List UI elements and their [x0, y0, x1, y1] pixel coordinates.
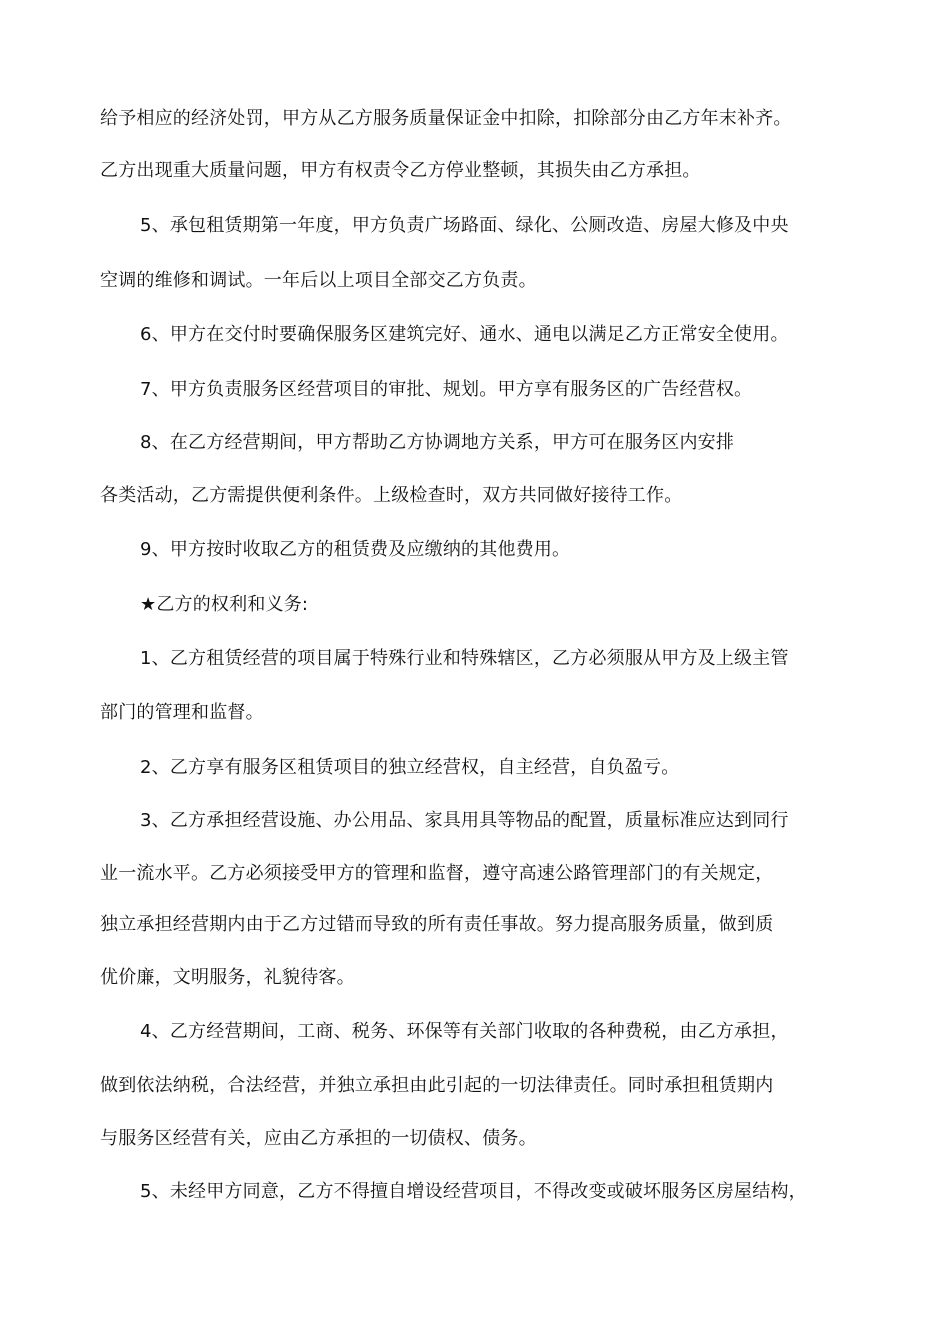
- text-line-1: 给予相应的经济处罚，甲方从乙方服务质量保证金中扣除，扣除部分由乙方年末补齐。: [100, 108, 792, 129]
- text-line-21: 5、未经甲方同意，乙方不得擅自增设经营项目，不得改变或破坏服务区房屋结构，: [140, 1181, 807, 1202]
- text-line-4: 空调的维修和调试。一年后以上项目全部交乙方负责。: [100, 270, 537, 291]
- section-heading: ★乙方的权利和义务:: [140, 594, 309, 615]
- text-line-16: 独立承担经营期内由于乙方过错而导致的所有责任事故。努力提高服务质量，做到质: [100, 914, 774, 935]
- text-line-7: 8、在乙方经营期间，甲方帮助乙方协调地方关系，甲方可在服务区内安排: [140, 432, 735, 453]
- text-line-2: 乙方出现重大质量问题，甲方有权责令乙方停业整顿，其损失由乙方承担。: [100, 160, 701, 181]
- text-line-9: 9、甲方按时收取乙方的租赁费及应缴纳的其他费用。: [140, 539, 571, 560]
- text-line-15: 业一流水平。乙方必须接受甲方的管理和监督，遵守高速公路管理部门的有关规定，: [100, 863, 774, 884]
- text-line-8: 各类活动，乙方需提供便利条件。上级检查时，双方共同做好接待工作。: [100, 485, 683, 506]
- text-line-11: 1、乙方租赁经营的项目属于特殊行业和特殊辖区，乙方必须服从甲方及上级主管: [140, 648, 789, 669]
- text-line-13: 2、乙方享有服务区租赁项目的独立经营权，自主经营，自负盈亏。: [140, 757, 680, 778]
- text-line-12: 部门的管理和监督。: [100, 702, 264, 723]
- text-line-5: 6、甲方在交付时要确保服务区建筑完好、通水、通电以满足乙方正常安全使用。: [140, 324, 789, 345]
- text-line-6: 7、甲方负责服务区经营项目的审批、规划。甲方享有服务区的广告经营权。: [140, 379, 753, 400]
- text-line-18: 4、乙方经营期间，工商、税务、环保等有关部门收取的各种费税，由乙方承担，: [140, 1021, 789, 1042]
- text-line-17: 优价廉，文明服务，礼貌待客。: [100, 967, 355, 988]
- text-line-20: 与服务区经营有关，应由乙方承担的一切债权、债务。: [100, 1128, 537, 1149]
- text-line-14: 3、乙方承担经营设施、办公用品、家具用具等物品的配置，质量标准应达到同行: [140, 810, 789, 831]
- text-line-3: 5、承包租赁期第一年度，甲方负责广场路面、绿化、公厕改造、房屋大修及中央: [140, 215, 789, 236]
- text-line-19: 做到依法纳税，合法经营，并独立承担由此引起的一切法律责任。同时承担租赁期内: [100, 1075, 774, 1096]
